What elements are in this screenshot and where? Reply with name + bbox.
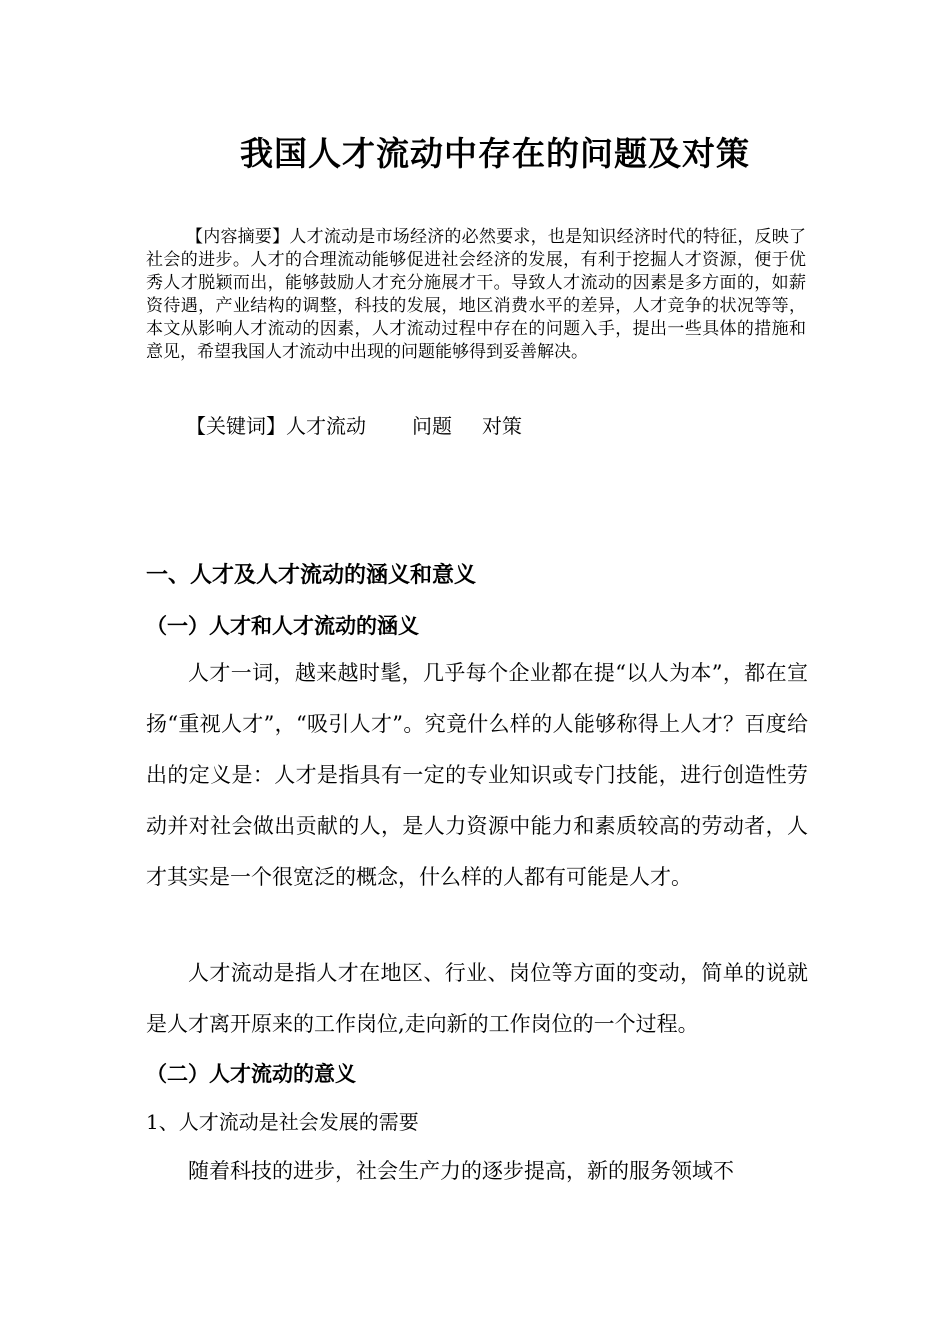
body-paragraph-1: 人才一词，越来越时髦，几乎每个企业都在提“以人为本”，都在宣扬“重视人才”，“吸引人才”。究竟什么样的人能够称得上人才？百度给出的定义是：人才是指具有一定的专业知识或专门技能，进行创造性劳动并对社会做出贡献的人，是人力资源中能力和素质较高的劳动者，人才其实是一个很宽泛的概念，什么样的人都有可能是人才。	[146, 661, 808, 889]
keyword-3: 对策	[482, 414, 522, 438]
section-heading-1: 一、人才及人才流动的涵义和意义	[146, 563, 477, 588]
keyword-2: 问题	[412, 414, 452, 438]
subsection-heading-2: （二）人才流动的意义	[146, 1062, 356, 1086]
abstract-paragraph: 【内容摘要】人才流动是市场经济的必然要求，也是知识经济时代的特征，反映了社会的进步。人才的合理流动能够促进社会经济的发展，有利于挖掘人才资源，便于优秀人才脱颖而出，能够鼓励人才充分施展才干。导致人才流动的因素是多方面的，如薪资待遇，产业结构的调整，科技的发展，地区消费水平的差异，人才竞争的状况等等，本文从影响人才流动的因素，人才流动过程中存在的问题入手，提出一些具体的措施和意见，希望我国人才流动中出现的问题能够得到妥善解决。	[146, 227, 806, 362]
subsection-heading-1: （一）人才和人才流动的涵义	[146, 614, 419, 638]
keyword-1: 人才流动	[286, 414, 366, 438]
list-item-1: 1、人才流动是社会发展的需要	[146, 1110, 419, 1134]
keywords-label: 【关键词】	[186, 414, 286, 438]
body-paragraph-2: 人才流动是指人才在地区、行业、岗位等方面的变动，简单的说就是人才离开原来的工作岗位,走向新的工作岗位的一个过程。	[146, 961, 808, 1036]
document-title: 我国人才流动中存在的问题及对策	[240, 134, 750, 173]
body-paragraph-3: 随着科技的进步，社会生产力的逐步提高，新的服务领域不	[188, 1159, 734, 1183]
keywords-line	[186, 410, 522, 439]
